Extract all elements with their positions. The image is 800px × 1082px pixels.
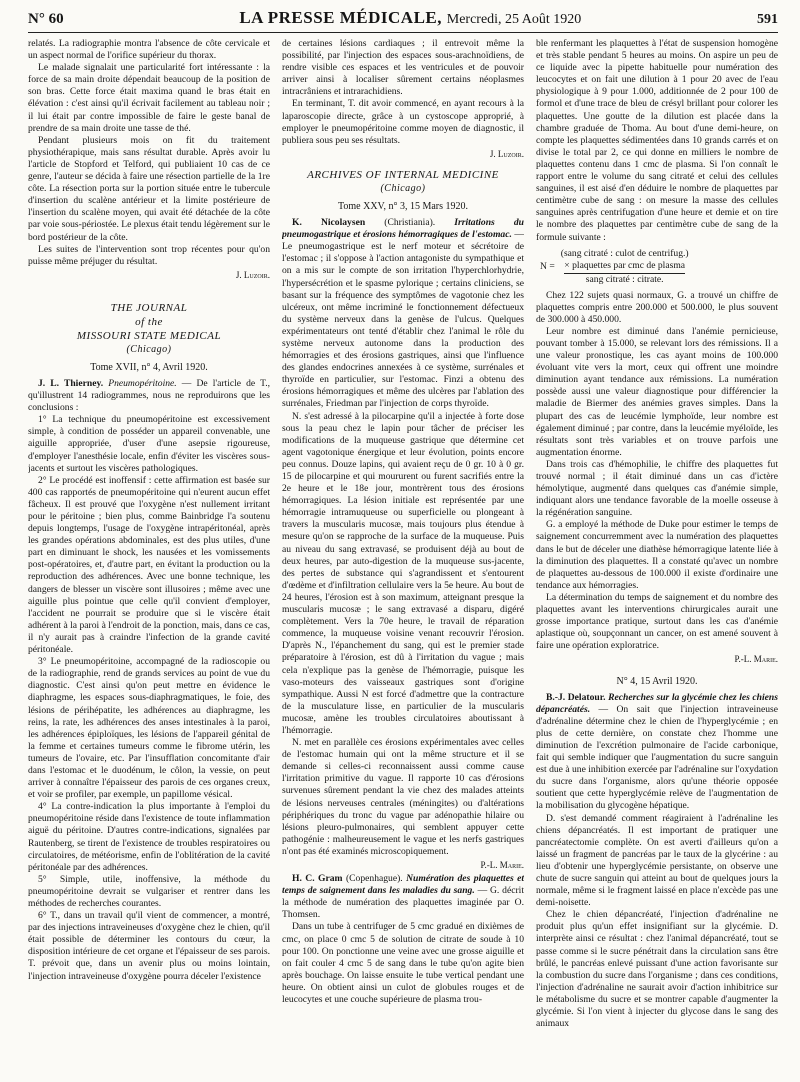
- issue-number: N° 60: [28, 11, 64, 27]
- article-author: J. L. Thierney.: [38, 377, 104, 389]
- conclusion-item: 1° La technique du pneumopéritoine est excessivement simple, à condition de posséder un appareil convenable, une aiguille appropriée, d'user d'une asepsie rigoureuse, d'employer l'anesthésie locale, enfin d'éviter les viscères sous-jacents et surtout les viscères pathologiques.: [28, 414, 270, 474]
- paragraph: G. a employé la méthode de Duke pour estimer le temps de saignement concurremment avec la numération des plaquettes dans le but de déceler une diathèse hémorragique latente liée à la diminution des plaquettes. Il a constaté qu'avec un nombre de plaquettes au-dessous de 100.000 il existe d'ordinaire une tendance aux hémorragies.: [536, 519, 778, 591]
- article-author: K. Nicolaysen: [292, 217, 366, 229]
- paragraph: Le malade signalait une particularité fort intéressante : la force de sa main droite dépendait beaucoup de la position de son bras. Cette force était maxima quand le bras était en élévation : c'est ainsi qu'il écrivait facilement au tableau noir ; il lui était par contre impossible de faire le geste banal de prendre de sa main droite une tasse de thé.: [28, 62, 270, 134]
- conclusion-item: 5° Simple, utile, inoffensive, la méthode du pneumopéritoine devrait se vulgariser et rentrer dans les méthodes de recherches courantes.: [28, 873, 270, 909]
- paragraph: de certaines lésions cardiaques ; il entrevoit même la possibilité, par l'injection des espaces sous-arachnoïdiens, de rendre visible ces espaces et les ventricules et de pouvoir arriver ainsi à localiser sûrement certains néoplasmes intracrâniens et intrarachidiens.: [282, 38, 524, 98]
- formula-fraction: [561, 248, 689, 286]
- paragraph: Dans trois cas d'hémophilie, le chiffre des plaquettes fut trouvé normal ; il était diminué dans un cas d'ictère hémolytique, augmenté dans quelques cas d'anémie simple, indiquant alors une tendance favorable de la moelle osseuse à la régénération sanguine.: [536, 458, 778, 519]
- tome-line: N° 4, 15 Avril 1920.: [616, 675, 698, 687]
- article-title: Irritations du pneumogastrique et érosions hémorragiques de l'estomac.: [282, 217, 524, 241]
- page-header: [28, 8, 778, 33]
- formula-numerator-2: × plaquettes par cmc de plasma: [564, 260, 685, 274]
- signature: P.-L. Marie.: [734, 654, 778, 665]
- author-location: (Christiania).: [384, 217, 436, 229]
- conclusion-item: 6° T., dans un travail qu'il vient de commencer, a montré, par des injections intraveineuses d'oxygène chez le chien, qu'il était possible de déterminer les contours du cœur, la disposition intérieure de cet organe et l'épaisseur de ses parois. T. prévoit que, dans un avenir plus ou moins lointain, l'injection intraveineuse d'oxygène pourra déceler l'existence: [28, 910, 270, 982]
- journal-city: (Chicago): [380, 182, 426, 194]
- journal-name-line: MISSOURI STATE MEDICAL: [76, 329, 222, 342]
- journal-city: (Chicago): [126, 343, 172, 355]
- paragraph: Les suites de l'intervention sont trop récentes pour qu'on puisse même préjuger du résultat.: [28, 243, 270, 267]
- conclusion-item: 4° La contre-indication la plus importante à l'emploi du pneumopéritoine réside dans l'existence de toute inflammation aiguë du péritoine. D'autres contre-indications, signalées par Rautenberg, se tirent de l'existence de troubles respiratoires ou circulatoires, de météorisme, enfin de l'oblitération de la cavité péritonéale par des adhérences.: [28, 801, 270, 873]
- article-text: — De l'article de T., qu'illustrent 14 radiogrammes, nous ne reproduirons que les conclusions :: [28, 377, 270, 414]
- conclusion-item: 3° Le pneumopéritoine, accompagné de la radioscopie ou de la radiographie, rend de grands services au point de vue du diagnostic. C'est ainsi qu'on peut mettre en évidence le diaphragme, les espaces sous-diaphragmatiques, le foie, des lésions de périhépatite, les adhérences au diaphragme, les reins, la rate, les adhérences des anses intestinales à la paroi, les adhérences épiploïques, les lésions de l'appareil génital de la femme et certaines tumeurs comme le fibrome utérin, les tumeurs de l'ovaire, etc. Par l'insufflation concomitante d'air dans l'estomac et le duodénum, le côlon, la vessie, on peut arriver à connaître l'épaisseur des parois de ces organes creux, et voir se profiler, par exemple, un papillome vésical.: [28, 656, 270, 801]
- column-2: [282, 38, 524, 1078]
- formula-denominator: sang citraté : citrate.: [585, 273, 664, 285]
- platelet-formula: [540, 248, 778, 286]
- journal-name-line: of the: [135, 315, 163, 328]
- article-title: Pneumopéritoine.: [108, 377, 177, 389]
- paragraph: Chez le chien dépancréaté, l'injection d'adrénaline ne produit plus qu'un effet insignifiant sur la glycémie. D. interprète ainsi ce résultat : chez l'animal dépancréaté, tout se passe comme si le sucre pénétrait dans la circulation sans être brûlé, le pancréas enlevé puissant d'une action favorisante sur la combustion du sucre dans l'organisme ; dans ces conditions, l'injection d'adrénaline ne saurait avoir d'action inhibitrice sur le métabolisme du sucre et se montrer capable d'augmenter la glycémie. Si l'on vient à injecter du glycose dans le sang des animaux: [536, 909, 778, 1030]
- article-lead: [536, 692, 778, 813]
- signature: J. Luzoir.: [489, 148, 524, 159]
- journal-name-line: THE JOURNAL: [110, 301, 188, 314]
- conclusion-item: 2° Le procédé est inoffensif : cette affirmation est basée sur 400 cas rapportés de pneumopéritoine qui n'eurent aucun effet fâcheux. Il est prouvé que l'oxygène n'est nullement irritant pour le péritoine ; bien plus, comme Bainbridge l'a soutenu depuis longtemps, l'usage de l'oxygène intrapéritonéal, après les grandes opérations abdominales, est des plus utiles, d'une part en diminuant le shock, les nausées et les vomissements post-opératoires, et, d'autre part, en évitant la production ou la reproduction des adhérences. Avec une bonne technique, les dangers de blesser un viscère sont illusoires ; même avec une aiguille plus pointue que celle qu'il convient d'employer, l'accident ne pourrait se produire que si le viscère était adhérent à la paroi à l'endroit de la ponction, mais, dans ce cas, il n'y aurait pas à craindre l'infection de la grande cavité péritonéale.: [28, 474, 270, 656]
- tome-line: Tome XVII, n° 4, Avril 1920.: [90, 361, 208, 373]
- article-title: Recherches sur la glycémie chez les chiens dépancréatés.: [536, 691, 778, 715]
- page-number: 591: [757, 12, 778, 27]
- column-1: [28, 38, 270, 1078]
- paragraph: relatés. La radiographie montra l'absence de côte cervicale et un aspect normal de l'orifice supérieur du thorax.: [28, 38, 270, 62]
- article-lead: [28, 378, 270, 414]
- journal-heading: [28, 301, 270, 357]
- paragraph: Dans un tube à centrifuger de 5 cmc gradué en dixièmes de cmc, on place 0 cmc 5 de solution de citrate de soude à 10 pour 100. On ponctionne une veine avec une grosse aiguille et on fait couler 4 cmc 5 de sang dans le tube qu'on agite bien après bouchage. On laisse ensuite le tube vertical pendant une heure. On obtient ainsi un culot de globules rouges et de leucocytes et une couche supérieure de plasma trou-: [282, 921, 524, 1006]
- issue-date: Mercredi, 25 Août 1920: [446, 12, 582, 27]
- formula-lhs: N =: [540, 260, 555, 272]
- paragraph: ble renfermant les plaquettes à l'état de suspension homogène et très stable pendant 5 heures au moins. On aspire un peu de ce liquide avec la pipette habituelle pour numération des leucocytes et on fait une dilution à 1 pour 20 avec de l'eau physiologique à 9 pour 1.000, additionnée de 2 pour 100 de formol et d'une trace de bleu de crésyl brillant pour colorer les plaquettes. Une goutte de la dilution est placée dans la chambre graduée de Thoma. Au bout d'une demi-heure, on compte les plaquettes sédimentées dans 10 grands carrés et on divise le total par 2, ce qui donne en milliers le nombre de plaquettes contenu dans 1 cmc de plasma. Si l'on connaît le rapport entre le volume du sang citraté et celui des cellules sanguines, il est aisé d'en déduire le nombre de plaquettes par centimètre cube de sang : on mesure la masse des cellules sanguines après centrifugation d'une heure et demie et on tire le nombre des plaquettes par centimètre cube de sang de la formule suivante :: [536, 38, 778, 243]
- paragraph: N. s'est adressé à la pilocarpine qu'il a injectée à forte dose sous la peau chez le lapin pour tâcher de préciser les modifications de la muqueuse gastrique que détermine cet agent vagotonique énergique et leur évolution, points encore peu connus. Douze lapins, qui avaient reçu de 0 gr. 10 à 0 gr. 15 de pilocarpine et qui moururent ou furent sacrifiés entre la 2e heure et le 18e jour, montrèrent tous des érosions hémorragiques. La lésion initiale est représentée par une hémorragie intramuqueuse ou superficielle ou plongeant à travers la muscularis mucosæ, mais toujours plus étendue à mesure qu'on se rapproche de la surface de la muqueuse. Puis au niveau du sang extravasé, se produisent déjà au bout de deux heures, par auto-digestion de la muqueuse sus-jacente, des pertes de substance qui s'agrandissent et s'entourent d'œdème et d'infiltration cellulaire vers la 5e heure. Au bout de 24 heures, l'érosion est à son maximum, atteignant presque la muscularis mucosæ ; le sang extravasé a disparu, digéré complètement. Vers la 70e heure, le travail de réparation commence, la muqueuse voisine venant recouvrir l'érosion. D'après N., l'épanchement du sang, qui est le premier stade préparatoire à l'érosion, est dû à l'irritation du vague ; mais cela n'explique pas la genèse de l'hémorragie, puisque les vaso-moteurs des vaisseaux gastriques sont d'origine sympathique. Aussi N est forcé d'admettre que la contracture de la musculature lisse, en particulier de la muscularis mucosæ, amène les troubles circulatoires aboutissant à l'hémorragie.: [282, 410, 524, 736]
- formula-numerator-1: (sang citraté : culot de centrifug.): [560, 247, 689, 259]
- paragraph: N. met en parallèle ces érosions expérimentales avec celles de l'estomac humain qui ont la même structure et il se demande si celles-ci reconnaissent aussi comme cause l'irritation primitive du vague. Il rapporte 10 cas d'érosions survenues sûrement pendant la vie chez des malades atteints de lésions nerveuses centrales (méningites) ou d'altérations périphériques du tronc du vague par adénopathie hilaire ou lésions pleuro-pulmonaires, qui semblent appuyer cette pathogénie : malheureusement le vague et les nerfs gastriques n'ont pas été examinés microscopiquement.: [282, 737, 524, 857]
- journal-name-line: ARCHIVES OF INTERNAL MEDICINE: [307, 168, 499, 181]
- journal-title: LA PRESSE MÉDICALE,: [239, 8, 442, 27]
- paragraph: D. s'est demandé comment réagiraient à l'adrénaline les chiens dépancréatés. Il est important de pratiquer une pancréatectomie complète. On est averti d'ailleurs qu'on a laissé un fragment de pancréas par le taux de la glycérine : au lieu d'obtenir une hyperglycémie persistante, on observe une chute de sucre sanguin qui atteint au bout de quelques jours la normale, même si le fragment laissé en place n'excède pas une demi-noisette.: [536, 812, 778, 909]
- column-3: [536, 38, 778, 1078]
- paragraph: Chez 122 sujets quasi normaux, G. a trouvé un chiffre de plaquettes compris entre 200.000 et 500.000, le plus souvent de 300.000 à 450.000.: [536, 289, 778, 325]
- paragraph: En terminant, T. dit avoir commencé, en ayant recours à la laparoscopie directe, grâce à un cystoscope approprié, à employer le pneumopéritoine comme moyen de diagnostic, il publiera sous peu ses résultats.: [282, 98, 524, 146]
- article-text: — Le pneumogastrique est le nerf moteur et sécrétoire de l'estomac ; il s'oppose à l'action antagoniste du sympathique et on a mis sur le compte de son irritation l'hyperchlorhydrie, l'hypersécrétion et le spasme pylorique ; certains cliniciens, se basant sur la fréquence des symptômes de vagotonie chez les ulcéreux, ont même incriminé le fonctionnement défectueux du système nerveux dans la genèse de l'ulcus. Quelques expérimentateurs ont tenté d'établir chez l'animal le rôle du système nerveux autonome dans la production des hémorragies et des érosions gastriques, ainsi que l'influence des glandes endocrines annexées à ce système, surrénales et thyroïde en particulier, sur l'estomac. Finzi a obtenu des érosions hémorragiques et même des ulcères par l'ablation des surrénales, Friedman par l'injection de corps thyroïde.: [282, 229, 524, 410]
- author-location: (Copenhague).: [345, 873, 403, 885]
- article-lead: [282, 217, 524, 411]
- journal-heading: [282, 168, 524, 196]
- paragraph: Pendant plusieurs mois on fit du traitement physiothérapique, mais sans résultat durable. Après avoir lu l'article de Stopford et Telford, qui publiaient 10 cas de ce genre, l'auteur se décida à faire une résection partielle de la 1re côte. La résection porta sur la portion située entre le tubercule d'insertion du scalène antérieur et la limite postérieure de l'insertion du scalène moyen, qui avait été détachée de la côte par voie sous-périostée. Le plexus était tendu légèrement sur le bord postérieur de la côte.: [28, 134, 270, 243]
- article-text: — G. décrit la méthode de numération des plaquettes imaginée par O. Thomsen.: [282, 885, 524, 921]
- article-title: Numération des plaquettes et temps de saignement dans les maladies du sang.: [282, 873, 524, 897]
- signature: J. Luzoir.: [235, 269, 270, 280]
- paragraph: La détermination du temps de saignement et du nombre des plaquettes avant les interventions chirurgicales aurait une grosse importance pratique, surtout dans les cas d'anémie aplastique où, soupçonnant un cancer, on est amené souvent à faire une opération exploratrice.: [536, 591, 778, 652]
- article-lead: [282, 873, 524, 921]
- article-text: — On sait que l'injection intraveineuse d'adrénaline détermine chez le chien de l'hyperglycémie ; en plus de cette dernière, on constate chez l'homme une diminution de l'excrétion pulmonaire de l'acide carbonique, fait qui semble indiquer que l'augmentation du sucre sanguin est due à une inhibition exercée par l'adrénaline sur l'oxydation du sucre dans l'organisme, alors qu'une théorie opposée soutient que cette hyperglycémie relève de l'augmentation de la mobilisation du glycogène hépatique.: [536, 703, 778, 812]
- tome-line: Tome XXV, n° 3, 15 Mars 1920.: [337, 200, 469, 212]
- signature: P.-L. Marie.: [480, 860, 524, 870]
- paragraph: Leur nombre est diminué dans l'anémie pernicieuse, pouvant tomber à 15.000, se relevant lors des rémissions. Il a une valeur pronostique, les cas ayant moins de 100.000 évoluant vite vers la mort, ceux qui offrent une moindre diminution ayant tendance aux rémissions. La numération possède aussi une valeur diagnostique pour différencier la maladie de Biermer des anémies graves simples. Dans la plupart des cas de leucémie lymphoïde, leur nombre est également diminué ; par contre, dans la leucémie myéloïde, les résultats sont très variables et on trouve parfois une augmentation énorme.: [536, 325, 778, 458]
- article-author: B.-J. Delatour.: [546, 691, 606, 703]
- journal-title-line: [239, 8, 581, 28]
- text-columns: [28, 38, 778, 1078]
- article-author: H. C. Gram: [292, 873, 343, 885]
